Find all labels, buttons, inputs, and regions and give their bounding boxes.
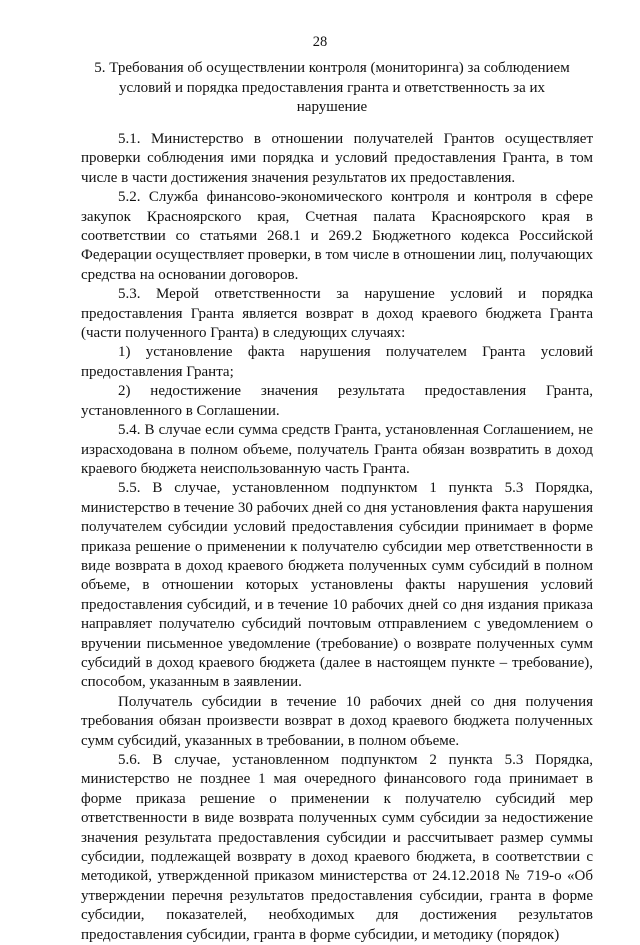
- paragraph-5-4: 5.4. В случае если сумма средств Гранта, установленная Соглашением, не израсходована в полном объеме, получатель Гранта обязан возвратить в доход краевого бюджета неиспользованную часть Гранта.: [81, 422, 593, 477]
- paragraph-5-3-item-2: 2) недостижение значения результата предоставления Гранта, установленного в Соглашении.: [81, 383, 593, 419]
- paragraph-5-3: 5.3. Мерой ответственности за нарушение условий и порядка предоставления Гранта является возврат в доход краевого бюджета Гранта (части полученного Гранта) в следующих случаях:: [81, 286, 593, 342]
- paragraph-5-3-item-1: 1) установление факта нарушения получателем Гранта условий предоставления Гранта;: [81, 344, 593, 380]
- page-number: 28: [312, 34, 328, 50]
- paragraph-5-5-continued: Получатель субсидии в течение 10 рабочих дней со дня получения требования обязан произвести возврат в доход краевого бюджета полученных сумм субсидий, указанных в требовании, в полном объеме.: [81, 693, 593, 749]
- body-text: [81, 130, 593, 945]
- paragraph-5-2: 5.2. Служба финансово-экономического контроля и контроля в сфере закупок Красноярского края, Счетная палата Красноярского края в соответствии со статьями 268.1 и 269.2 Бюджетного кодекса Российской Федерации осуществляет проверки, в том числе в отношении лиц, получающих средства на основании договоров.: [81, 189, 593, 283]
- section-heading: 5. Требования об осуществлении контроля (мониторинга) за соблюдением условий и порядка предоставления гранта и ответственность за их нарушение: [94, 60, 570, 115]
- paragraph-5-1: 5.1. Министерство в отношении получателей Грантов осуществляет проверки соблюдения ими порядка и условий предоставления Гранта, в том числе в части достижения значения результатов их предоставления.: [81, 131, 593, 186]
- paragraph-5-5: 5.5. В случае, установленном подпунктом 1 пункта 5.3 Порядка, министерство в течение 30 рабочих дней со дня установления факта нарушения получателем субсидии условий предоставления субсидии принимает в форме приказа решение о применении к получателю субсидии мер ответственности в виде возврата в доход краевого бюджета полученных сумм субсидий в полном объеме, в отношении которых установлены факты нарушения условий предоставления субсидий, и в течение 10 рабочих дней со дня издания приказа направляет получателю субсидий почтовым отправлением с уведомлением о вручении письменное уведомление (требование) о возврате полученных сумм субсидий в доход краевого бюджета (далее в настоящем пункте – требование), способом, указанным в заявлении.: [81, 480, 593, 691]
- paragraph-5-6: 5.6. В случае, установленном подпунктом 2 пункта 5.3 Порядка, министерство не позднее 1 мая очередного финансового года принимает в форме приказа решение о применении к получателю субсидий мер ответственности в виде возврата полученных сумм субсидии за недостижение значения результата предоставления субсидии и рассчитывает размер суммы субсидии, подлежащей возврату в доход краевого бюджета, в соответствии с методикой, утвержденной приказом министерства от 24.12.2018 № 719-о «Об утверждении перечня результатов предоставления субсидии, гранта в форме субсидии, показателей, необходимых для достижения результатов предоставления субсидии, гранта в форме субсидии, и методику (порядок): [81, 752, 593, 943]
